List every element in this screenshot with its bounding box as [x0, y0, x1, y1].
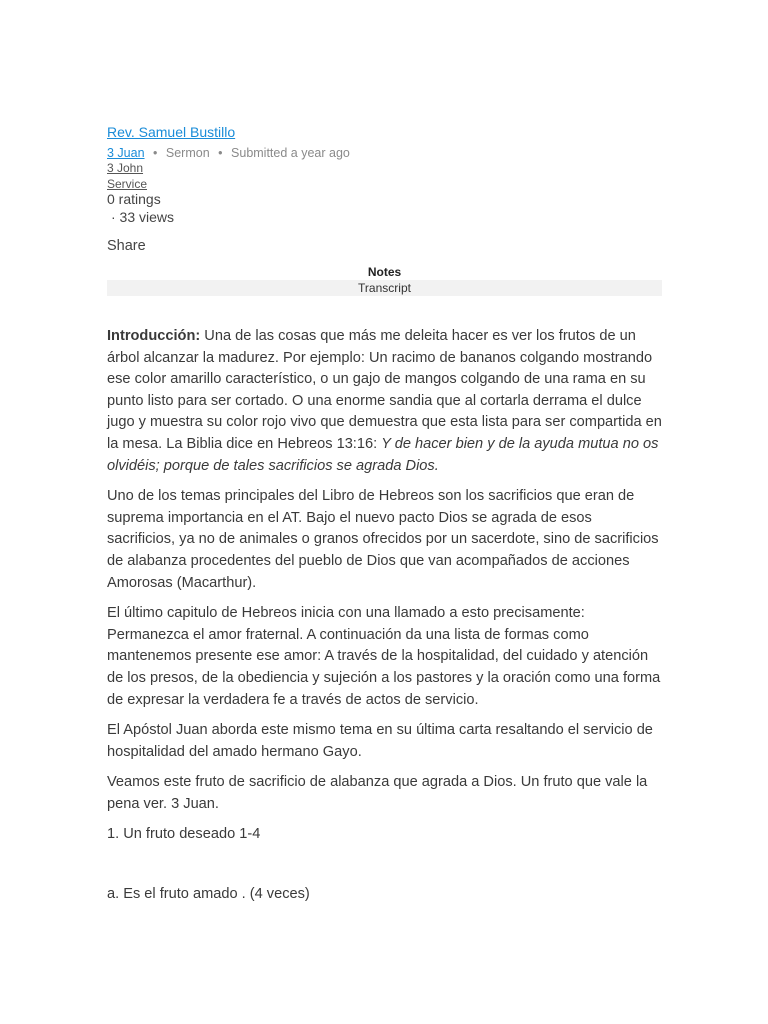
tab-notes[interactable]: Notes	[367, 265, 402, 279]
book-link[interactable]: 3 Juan	[107, 146, 145, 160]
meta-separator: •	[218, 146, 223, 160]
share-button[interactable]: Share	[107, 238, 146, 254]
tab-transcript[interactable]: Transcript	[107, 280, 662, 296]
views-count: · 33 views	[111, 209, 175, 225]
intro-text: Una de las cosas que más me deleita hacer es ver los frutos de un árbol alcanzar la madurez. Por ejemplo: Un racimo de bananos colgando mostrando ese color amarillo característico, o un gajo de mangos colgando de una rama en su punto listo para ser cortado. O una enorme sandia que al cortarla derrama el dulce jugo y muestra su color rojo vivo que demuestra que esta lista para ser compartida en la mesa. La Biblia dice en Hebreos 13:16:	[107, 328, 662, 452]
paragraph-apostol-juan: El Apóstol Juan aborda este mismo tema en su última carta resaltando el servicio de hospitalidad del amado hermano Gayo.	[107, 722, 653, 760]
paragraph-hebreos: Uno de los temas principales del Libro de Hebreos son los sacrificios que eran de suprema importancia en el AT. Bajo el nuevo pacto Dios se agrada de esos sacrificios, ya no de animales o granos ofrecidos por un sacerdote, sino de sacrificios de alabanza procedentes del pueblo de Dios que van acompañados de acciones Amorosas (Macarthur).	[107, 488, 659, 591]
paragraph-veamos: Veamos este fruto de sacrificio de alabanza que agrada a Dios. Un fruto que vale la pena ver. 3 Juan.	[107, 774, 648, 812]
tag-service[interactable]: Service	[107, 177, 148, 191]
outline-point-1: 1. Un fruto deseado 1-4	[107, 826, 261, 843]
paragraph-ultimo-capitulo: El último capitulo de Hebreos inicia con una llamado a esto precisamente: Permanezca el amor fraternal. A continuación da una lista de formas como mantenemos presente ese amor: A través de la hospitalidad, del cuidado y atención de los presos, de la obediencia y sujeción a los pastores y la oración como una forma de expresar la verdadera fe a través de actos de servicio.	[107, 605, 661, 708]
intro-lead: Introducción:	[107, 328, 201, 344]
submitted-date: Submitted a year ago	[231, 146, 350, 160]
ratings-count: 0 ratings	[107, 191, 161, 207]
intro-paragraph	[107, 326, 663, 477]
bible-quote: Y de hacer bien y de la ayuda mutua no os olvidéis; porque de tales sacrificios se agrada Dios.	[107, 435, 659, 474]
outline-point-1a: a. Es el fruto amado . (4 veces)	[107, 886, 310, 903]
sermon-meta	[107, 146, 350, 160]
tag-3-john[interactable]: 3 John	[107, 161, 144, 175]
author-link[interactable]: Rev. Samuel Bustillo	[107, 124, 236, 140]
meta-separator: •	[153, 146, 158, 160]
sermon-type: Sermon	[165, 146, 210, 160]
transcript-content	[107, 326, 663, 915]
